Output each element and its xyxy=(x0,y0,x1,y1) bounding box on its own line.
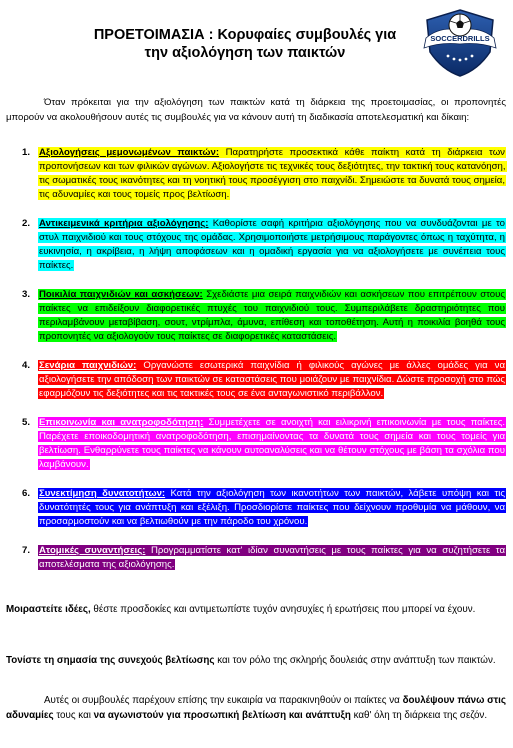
title-line-2: την αξιολόγηση των παικτών xyxy=(144,45,346,61)
closing-bold-2: να αγωνιστούν για προσωπική βελτίωση και ανάπτυξη xyxy=(93,709,351,721)
share-ideas-paragraph xyxy=(6,603,506,618)
tip-highlight xyxy=(38,289,506,342)
soccer-ball-shield-icon xyxy=(420,8,500,78)
tip-number: 7. xyxy=(22,545,31,556)
tip-item-6 xyxy=(22,487,506,529)
closing-text-3: καθ' όλη τη διάρκεια της σεζόν. xyxy=(350,709,488,721)
tip-number: 1. xyxy=(22,147,31,158)
tip-text: Συμμετέχετε σε ανοιχτή και ειλικρινή επικοινωνία με τους παίκτες. Παρέχετε εποικοδομητική ανατροφοδότηση, επισημαίνοντας τα δυνατά τους σημεία και τους τομείς για βελτίωση. Ενθαρρύνετε τους παίκτες να κάνουν αυτοαναλύσεις και να θέτουν στόχους με βάση τα σχόλια που λαμβάνουν. xyxy=(39,417,506,470)
tip-highlight xyxy=(38,147,507,200)
tip-heading: Ατομικές συναντήσεις: xyxy=(39,545,146,556)
share-ideas-text: θέστε προσδοκίες και αντιμετωπίστε τυχόν ανησυχίες ή ερωτήσεις που μπορεί να έχουν. xyxy=(90,604,476,615)
tip-heading: Αντικειμενικά κριτήρια αξιολόγησης: xyxy=(39,218,209,229)
tip-text: Καθορίστε σαφή κριτήρια αξιολόγησης που να συνδυάζονται με το στυλ παιχνιδιού και τους στόχους της ομάδας. Χρησιμοποιήστε μετρήσιμους παράγοντες όπως η ταχύτητα, η ευκινησία, η ακρίβεια, η λήψη αποφάσεων και η ομαδική εργασία για να αξιολογήσετε με συνέπεια τους παίκτες. xyxy=(39,218,505,271)
tip-heading: Συνεκτίμηση δυνατοτήτων: xyxy=(39,488,166,499)
tip-number: 4. xyxy=(22,360,31,371)
tip-number: 6. xyxy=(22,488,31,499)
share-ideas-bold: Μοιραστείτε ιδέες, xyxy=(6,604,91,615)
tip-item-5 xyxy=(22,416,506,472)
tip-highlight xyxy=(38,488,506,527)
tip-text: Οργανώστε εσωτερικά παιχνίδια ή φιλικούς αγώνες με άλλες ομάδες για να αξιολογήσετε την απόδοση των παικτών σε καταστάσεις που μοιάζουν με παιχνίδια. Δώστε προσοχή στο πώς εφαρμόζουν τις δεξιότητες και τις τακτικές τους σε ένα ανταγωνιστικό περιβάλλον. xyxy=(39,360,505,399)
tip-text: Προγραμματίστε κατ' ιδίαν συναντήσεις με τους παίκτες για να συζητήσετε τα αποτελέσματα της αξιολόγησης. xyxy=(39,545,505,570)
tip-heading: Αξιολογήσεις μεμονωμένων παικτών: xyxy=(39,147,220,158)
title-line-1: ΠΡΟΕΤΟΙΜΑΣΙΑ : Κορυφαίες συμβουλές για xyxy=(93,27,397,43)
tip-number: 3. xyxy=(22,289,31,300)
tip-highlight xyxy=(38,545,506,570)
tip-text: Παρατηρήστε προσεκτικά κάθε παίκτη κατά τη διάρκεια των προπονήσεων και των φιλικών αγώνων. Αξιολογήστε τις τεχνικές τους δεξιότητες, την τακτική τους κατανόηση, τις σωματικές τους ικανότητες και τη νοητική τους προσέγγιση στο παιχνίδι. Σημειώστε τα δυνατά τους σημεία, τις αδυναμίες και τους τομείς προς βελτίωση. xyxy=(39,147,506,200)
improvement-paragraph xyxy=(6,654,506,669)
closing-paragraph xyxy=(6,694,506,723)
closing-bold-1: δουλέψουν πάνω στις αδυναμίες xyxy=(6,695,506,721)
closing-text-2: τους και xyxy=(53,709,94,721)
intro-paragraph: Όταν πρόκειται για την αξιολόγηση των παικτών κατά τη διάρκεια της προετοιμασίας, οι προπονητές μπορούν να ακολουθήσουν αυτές τις συμβουλές για να κάνουν αυτή τη διαδικασία αποτελεσματική και δίκαιη: xyxy=(6,97,506,123)
tip-highlight xyxy=(38,360,506,399)
tip-number: 5. xyxy=(22,417,31,428)
tip-item-1 xyxy=(22,146,506,202)
page-title xyxy=(60,26,430,62)
tip-heading: Επικοινωνία και ανατροφοδότηση: xyxy=(39,417,204,428)
tip-text: Κατά την αξιολόγηση των ικανοτήτων των παικτών, λάβετε υπόψη και τις δυνατότητές τους για ανάπτυξη και εξέλιξη. Προσδιορίστε παίκτες που δείχνουν προθυμία να μάθουν, να προσαρμοστούν και να βελτιωθούν με την πάροδο του χρόνου. xyxy=(39,488,505,527)
tip-number: 2. xyxy=(22,218,31,229)
closing-text-1: Αυτές οι συμβουλές παρέχουν επίσης την ευκαιρία να παρακινηθούν οι παίκτες να xyxy=(44,695,403,706)
logo-text: SOCCERDRILLS xyxy=(430,34,490,43)
tip-item-7 xyxy=(22,544,506,572)
tip-heading: Ποικιλία παιχνιδιών και ασκήσεων: xyxy=(39,289,203,300)
tip-item-4 xyxy=(22,359,506,401)
soccerdrills-logo xyxy=(420,8,500,78)
tip-text: Σχεδιάστε μια σειρά παιχνιδιών και ασκήσεων που επιτρέπουν στους παίκτες να επιδείξουν διαφορετικές πτυχές του παιχνιδιού τους. Συμπεριλάβετε δραστηριότητες που περιλαμβάνουν μεταβίβαση, σουτ, ντρίμπλα, άμυνα, επίθεση και τοποθέτηση. Αυτή η ποικιλία βοηθά τους προπονητές να αξιολογούν τους παίκτες σε διαφορετικές καταστάσεις. xyxy=(39,289,506,342)
tip-highlight xyxy=(38,218,506,271)
tip-item-2 xyxy=(22,217,506,273)
tip-heading: Σενάρια παιχνιδιών: xyxy=(39,360,137,371)
tips-list xyxy=(22,146,506,587)
tip-highlight xyxy=(38,417,506,470)
tip-item-3 xyxy=(22,288,506,344)
improvement-bold: Τονίστε τη σημασία της συνεχούς βελτίωσης xyxy=(6,655,215,666)
improvement-text: και τον ρόλο της σκληρής δουλειάς στην ανάπτυξη των παικτών. xyxy=(214,655,496,666)
